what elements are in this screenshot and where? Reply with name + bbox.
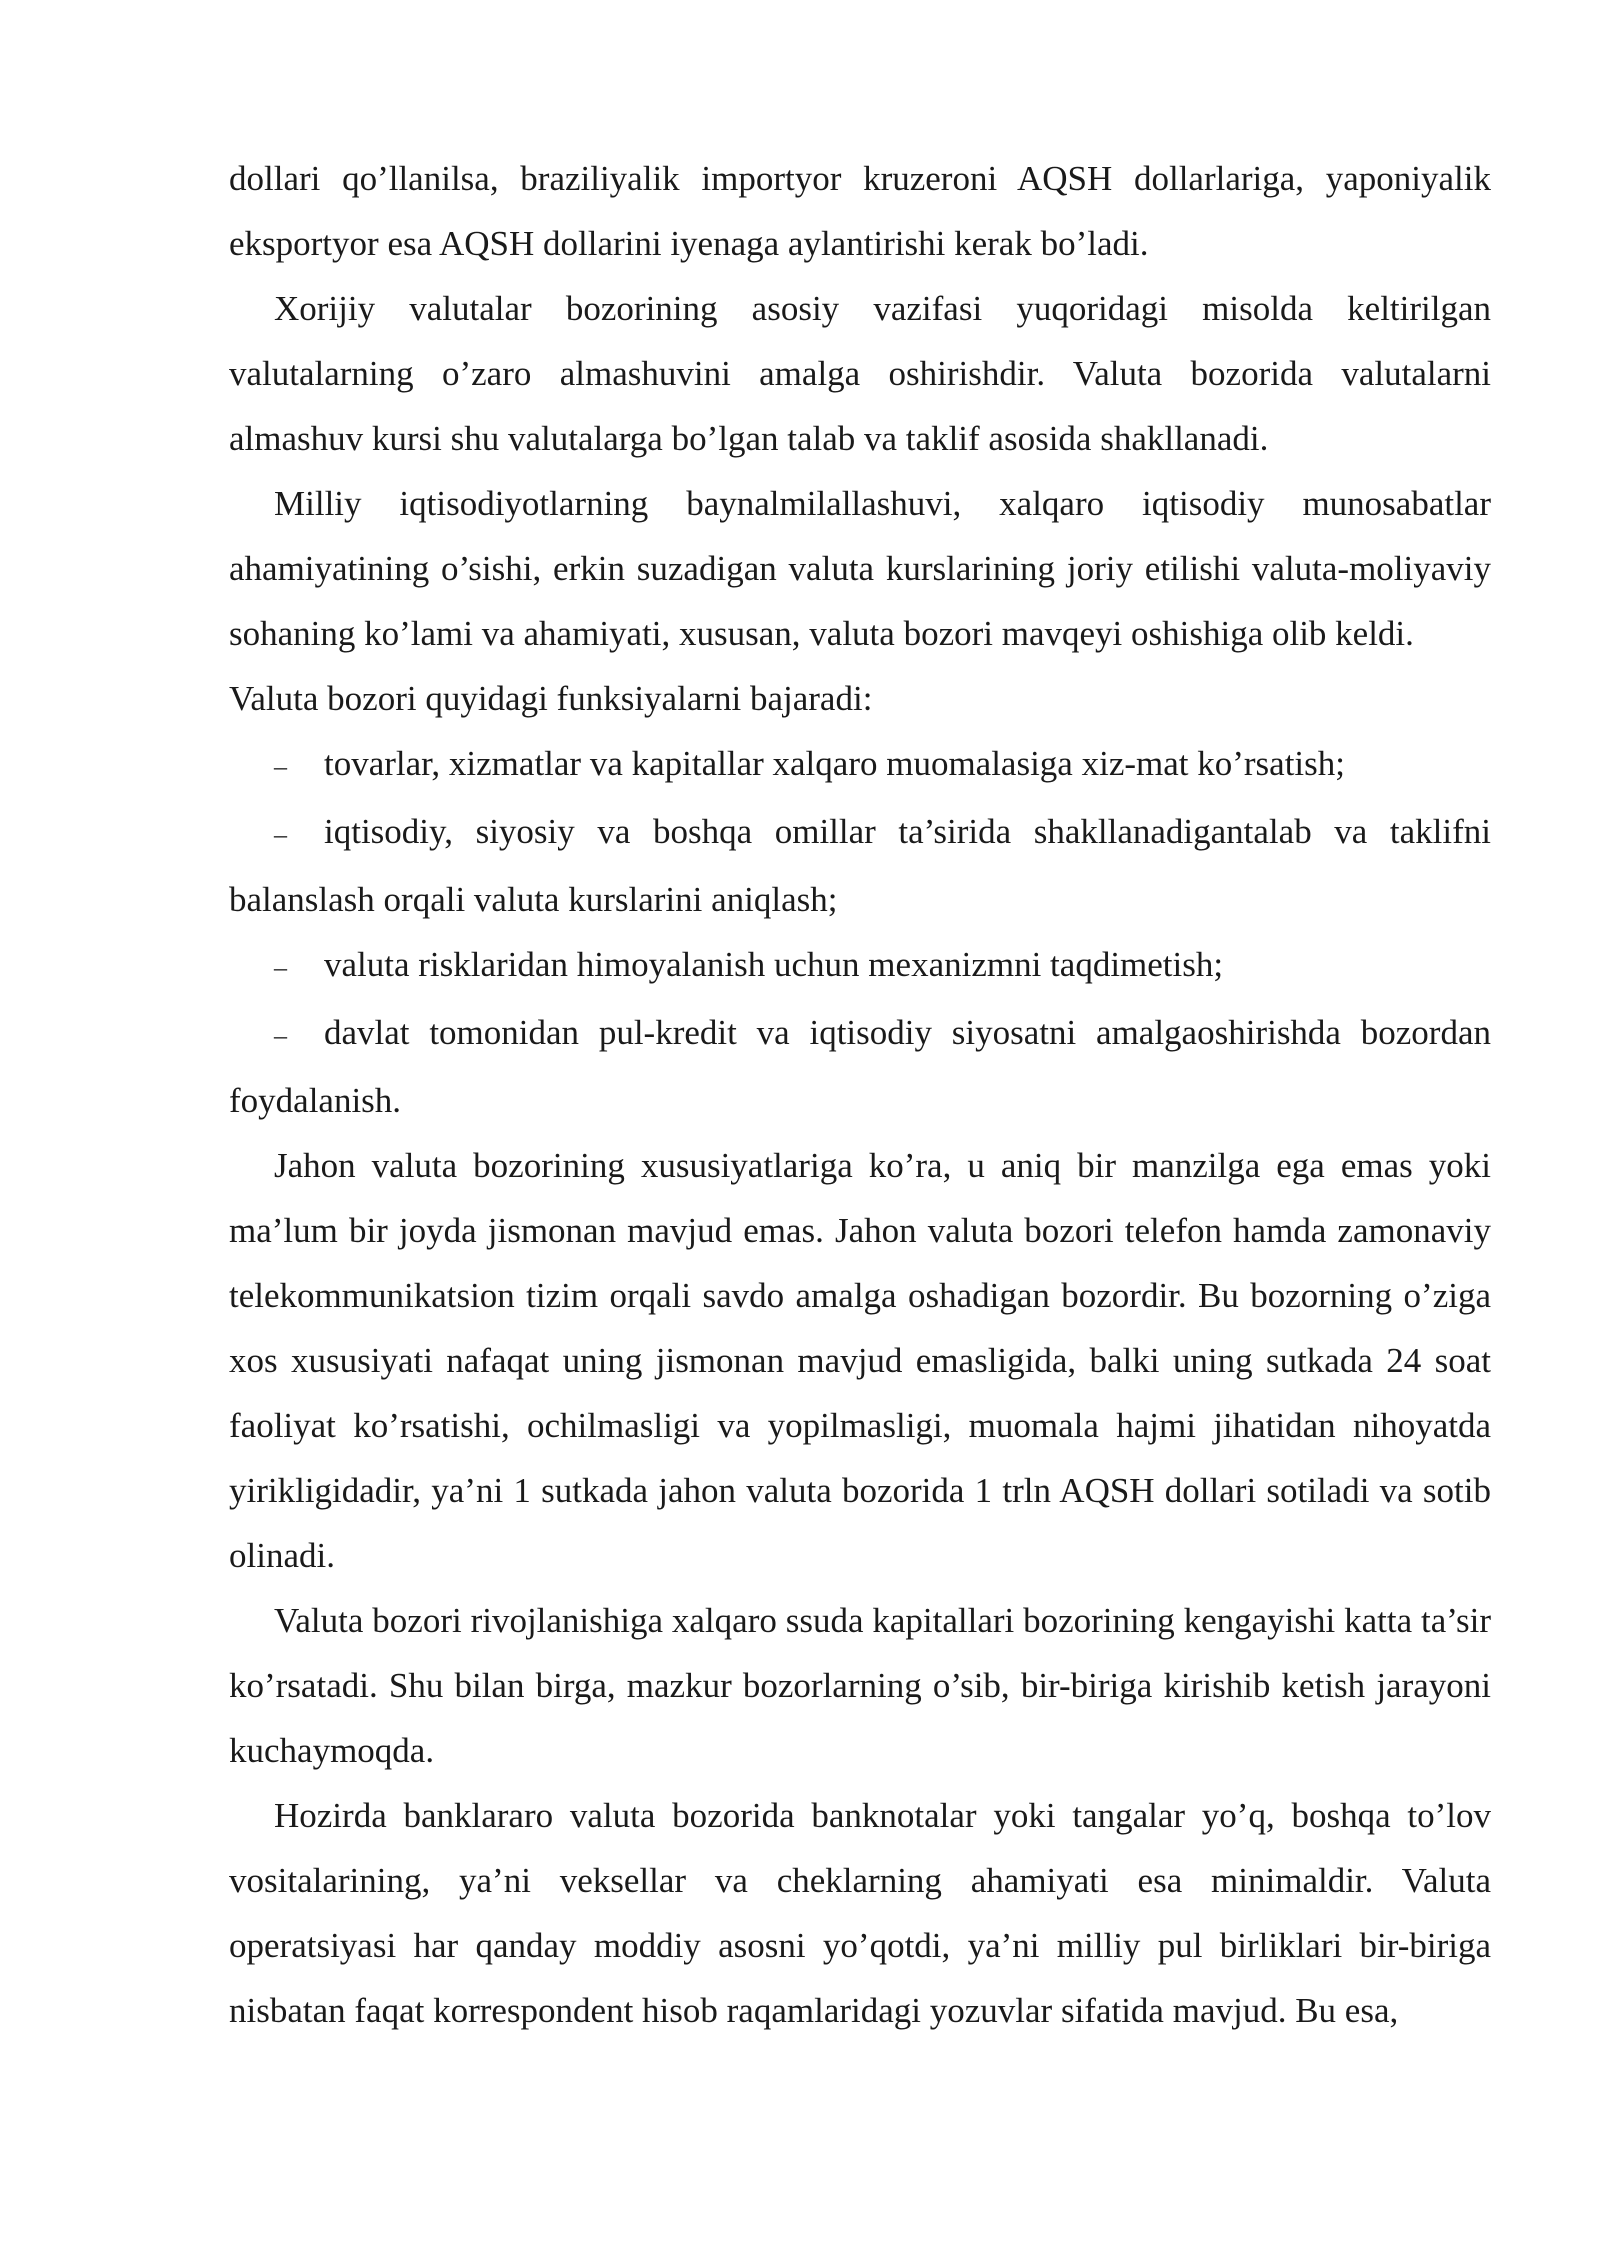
list-item (229, 932, 1491, 1000)
list-item-text: iqtisodiy, siyosiy va boshqa omillar ta’sirida shakllanadigantalab va taklifni balanslash orqali valuta kurslarini aniqlash; (229, 812, 1491, 919)
dash-bullet-icon: – (274, 752, 287, 781)
document-page (229, 146, 1491, 2043)
list-item (229, 1000, 1491, 1133)
dash-bullet-icon: – (274, 820, 287, 849)
paragraph-loan-capital: Valuta bozori rivojlanishiga xalqaro ssuda kapitallari bozorining kengayishi katta ta’sir ko’rsatadi. Shu bilan birga, mazkur bozorlarning o’sib, bir-biriga kirishib ketish jarayoni kuchaymoqda. (229, 1601, 1491, 1770)
paragraph-functions-intro: Valuta bozori quyidagi funksiyalarni bajaradi: (229, 679, 873, 718)
paragraph-currency-exchange: Xorijiy valutalar bozorining asosiy vazifasi yuqoridagi misolda keltirilgan valutalarning o’zaro almashuvini amalga oshirishdir. Valuta bozorida valutalarni almashuv kursi shu valutalarga bo’lgan talab va taklif asosida shakllanadi. (229, 289, 1491, 458)
paragraph-market-features: Jahon valuta bozorining xususiyatlariga ko’ra, u aniq bir manzilga ega emas yoki ma’lum bir joyda jismonan mavjud emas. Jahon valuta bozori telefon hamda zamonaviy telekommunikatsion tizim orqali savdo amalga oshadigan bozordir. Bu bozorning o’ziga xos xususiyati nafaqat uning jismonan mavjud emasligida, balki uning sutkada 24 soat faoliyat ko’rsatishi, ochilmasligi va yopilmasligi, muomala hajmi jihatidan nihoyatda yirikligidadir, ya’ni 1 sutkada jahon valuta bozorida 1 trln AQSH dollari sotiladi va sotib olinadi. (229, 1146, 1491, 1575)
dash-bullet-icon: – (274, 953, 287, 982)
dash-bullet-icon: – (274, 1021, 287, 1050)
list-item (229, 799, 1491, 932)
list-item-text: tovarlar, xizmatlar va kapitallar xalqaro muomalasiga xiz-mat ko’rsatish; (324, 744, 1345, 783)
list-item-text: davlat tomonidan pul-kredit va iqtisodiy siyosatni amalgaoshirishda bozordan foydalanish. (229, 1013, 1491, 1120)
paragraph-interbank-market: Hozirda banklararo valuta bozorida banknotalar yoki tangalar yo’q, boshqa to’lov vositalarining, ya’ni veksellar va cheklarning ahamiyati esa minimaldir. Valuta operatsiyasi har qanday moddiy asosni yo’qotdi, ya’ni milliy pul birliklari bir-biriga nisbatan faqat korrespondent hisob raqamlaridagi yozuvlar sifatida mavjud. Bu esa, (229, 1796, 1491, 2030)
list-item (229, 731, 1491, 799)
list-item-text: valuta risklaridan himoyalanish uchun mexanizmni taqdimetish; (324, 945, 1224, 984)
paragraph-continuation: dollari qo’llanilsa, braziliyalik importyor kruzeroni AQSH dollarlariga, yaponiyalik eksportyor esa AQSH dollarini iyenaga aylantirishi kerak bo’ladi. (229, 159, 1491, 263)
paragraph-internationalization: Milliy iqtisodiyotlarning baynalmilallashuvi, xalqaro iqtisodiy munosabatlar ahamiyatining o’sishi, erkin suzadigan valuta kurslarining joriy etilishi valuta-moliyaviy sohaning ko’lami va ahamiyati, xususan, valuta bozori mavqeyi oshishiga olib keldi. (229, 484, 1491, 653)
